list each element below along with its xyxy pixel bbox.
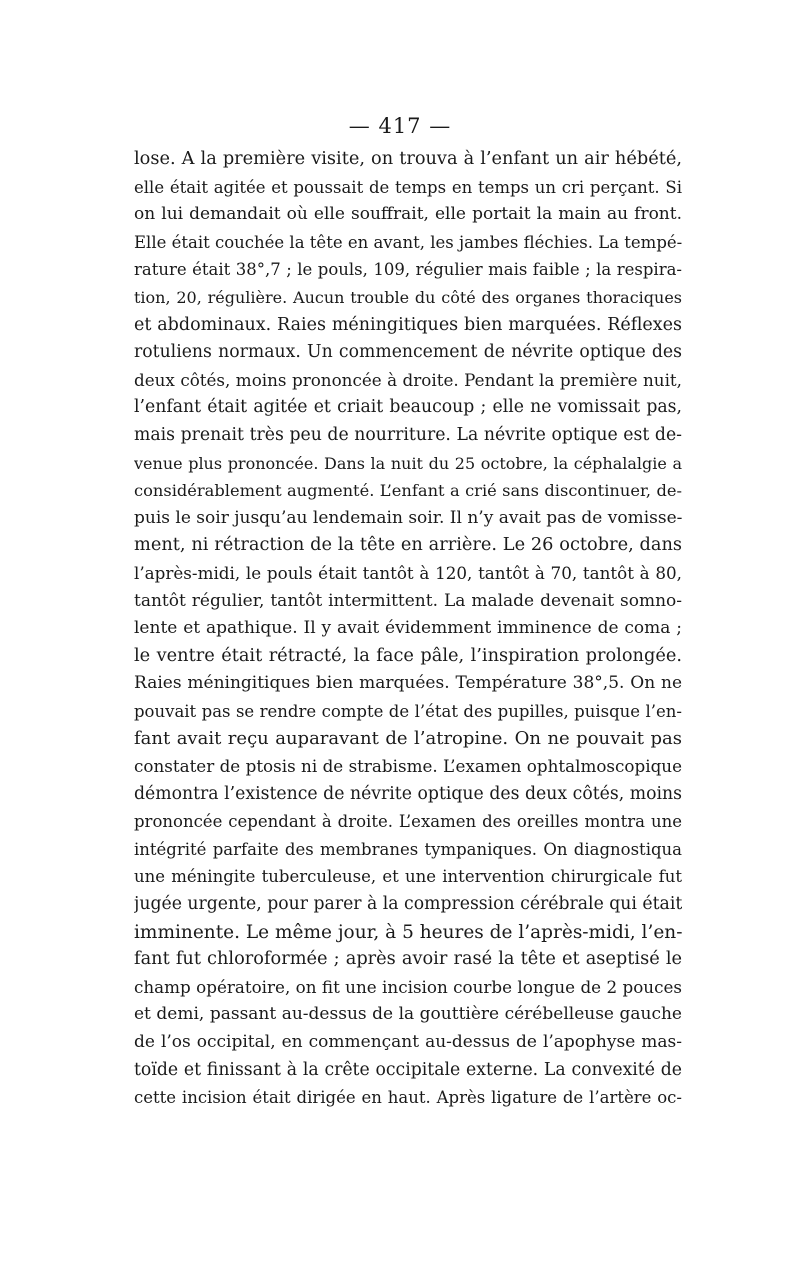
text-line: champ opératoire, on fit une incision courbe longue de 2 pouces [134,976,682,997]
text-line: elle était agitée et poussait de temps en temps un cri perçant. Si [134,177,682,197]
text-line: une méningite tuberculeuse, et une intervention chirurgicale fut [134,867,682,887]
text-line: puis le soir jusqu’au lendemain soir. Il n’y avait pas de vomisse- [134,507,682,528]
text-line: Elle était couchée la tête en avant, les jambes fléchies. La tempé- [134,232,682,252]
text-line: et demi, passant au-dessus de la gouttière cérébelleuse gauche [134,1004,682,1025]
text-line: toïde et finissant à la crête occipitale externe. La convexité de [134,1059,682,1080]
text-line: lose. A la première visite, on trouva à l’enfant un air hébété, [134,149,682,169]
text-line: rotuliens normaux. Un commencement de névrite optique des [134,342,682,363]
text-line: ment, ni rétraction de la tête en arrière. Le 26 octobre, dans [134,535,682,556]
text-line: imminente. Le même jour, à 5 heures de l’après-midi, l’en- [134,921,682,943]
text-line: fant avait reçu auparavant de l’atropine. On ne pouvait pas [134,728,682,750]
text-line: tion, 20, régulière. Aucun trouble du côté des organes thoraciques [134,287,682,307]
text-line: venue plus prononcée. Dans la nuit du 25 octobre, la céphalalgie a [134,453,682,473]
text-line: considérablement augmenté. L’enfant a crié sans discontinuer, de- [134,481,682,501]
text-line: et abdominaux. Raies méningitiques bien marquées. Réflexes [134,314,682,335]
text-line: fant fut chloroformée ; après avoir rasé la tête et aseptisé le [134,949,682,970]
text-line: lente et apathique. Il y avait évidemment imminence de coma ; [134,618,682,639]
text-line: cette incision était dirigée en haut. Après ligature de l’artère oc- [134,1088,682,1108]
text-line: l’enfant était agitée et criait beaucoup ; elle ne vomissait pas, [134,397,682,418]
text-line: mais prenait très peu de nourriture. La névrite optique est de- [134,424,682,445]
text-line: le ventre était rétracté, la face pâle, l’inspiration prolongée. [134,645,682,666]
text-line: rature était 38°,7 ; le pouls, 109, régulier mais faible ; la respira- [134,260,682,280]
body-text [134,146,682,1112]
page-number: — 417 — [348,114,452,138]
text-line: jugée urgente, pour parer à la compression cérébrale qui était [134,894,682,915]
text-line: l’après-midi, le pouls était tantôt à 120, tantôt à 70, tantôt à 80, [134,562,682,583]
text-line: intégrité parfaite des membranes tympaniques. On diagnostiqua [134,839,682,859]
text-line: on lui demandait où elle souffrait, elle portait la main au front. [134,204,682,225]
text-line: deux côtés, moins prononcée à droite. Pendant la première nuit, [134,369,682,390]
text-line: Raies méningitiques bien marquées. Température 38°,5. On ne [134,673,682,694]
text-line: constater de ptosis ni de strabisme. L’examen ophtalmoscopique [134,756,682,777]
text-line: pouvait pas se rendre compte de l’état des pupilles, puisque l’en- [134,701,682,721]
text-line: tantôt régulier, tantôt intermittent. La malade devenait somno- [134,590,682,611]
text-line: de l’os occipital, en commençant au-dessus de l’apophyse mas- [134,1032,682,1052]
text-line: démontra l’existence de névrite optique des deux côtés, moins [134,783,682,804]
text-line: prononcée cependant à droite. L’examen des oreilles montra une [134,812,682,832]
